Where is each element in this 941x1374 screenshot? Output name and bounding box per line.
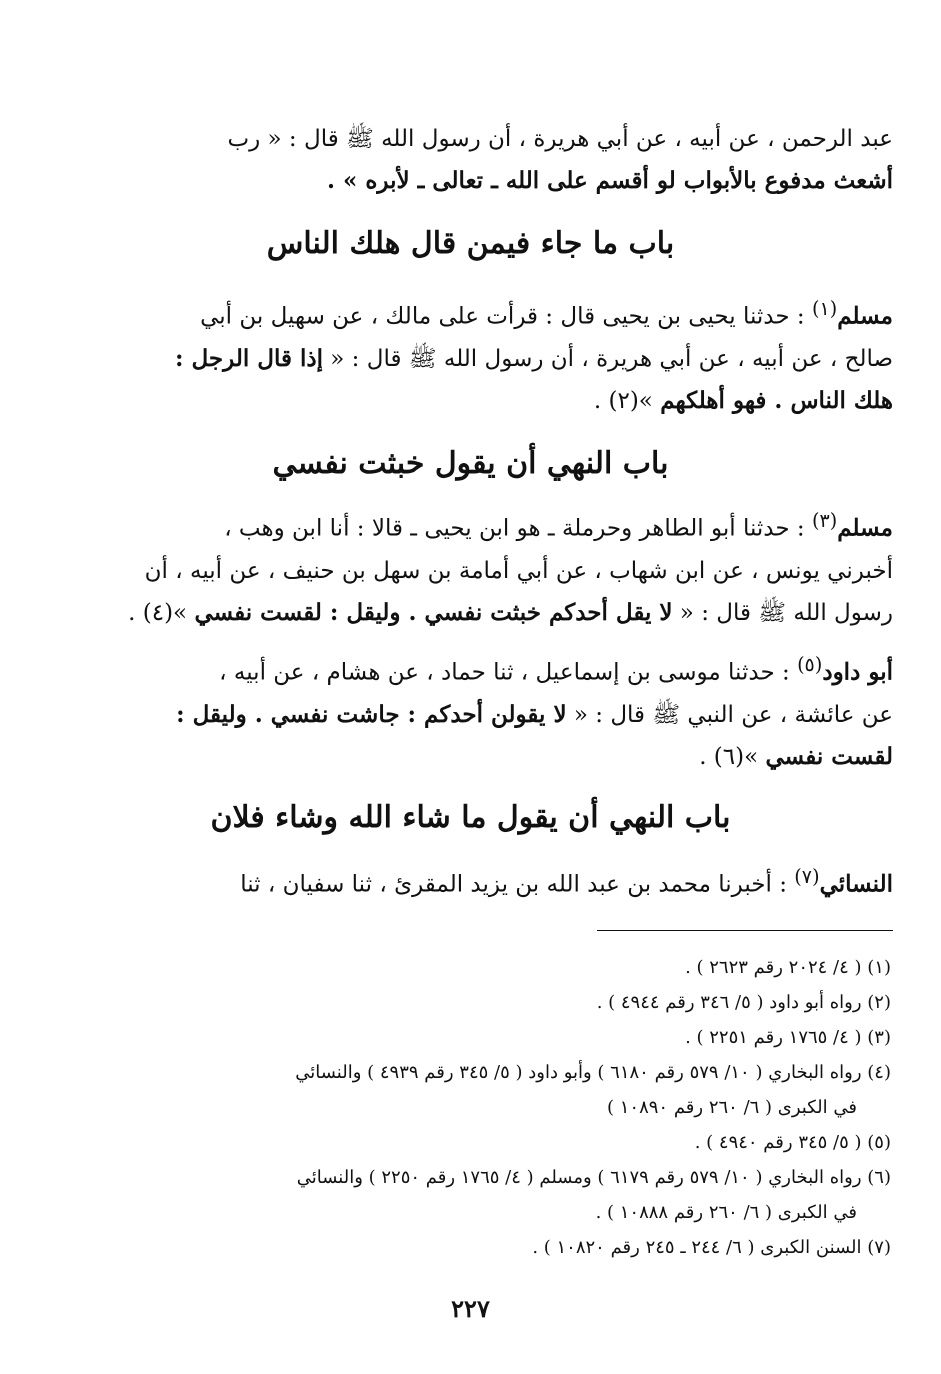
text-line: أخبرني يونس ، عن ابن شهاب ، عن أبي أمامة بن سهل بن حنيف ، عن أبيه ، أن bbox=[144, 557, 893, 584]
footnote-7: (٧) السنن الكبرى ( ٦/ ٢٤٤ ـ ٢٤٥ رقم ١٠٨٢٠ ) . bbox=[532, 1237, 891, 1258]
footnote-6-line-2: في الكبرى ( ٦/ ٢٦٠ رقم ١٠٨٨٨ ) . bbox=[595, 1202, 857, 1223]
section-heading-2: باب النهي أن يقول خبثت نفسي bbox=[272, 446, 669, 481]
footnote-1: (١) ( ٤/ ٢٠٢٤ رقم ٢٦٢٣ ) . bbox=[685, 957, 891, 978]
source-name: النسائي bbox=[819, 870, 893, 898]
footnote-2: (٢) رواه أبو داود ( ٥/ ٣٤٦ رقم ٤٩٤٤ ) . bbox=[596, 992, 891, 1013]
hadith-quote: إذا قال الرجل : bbox=[175, 344, 323, 372]
text-span: : حدثنا أبو الطاهر وحرملة ـ هو ابن يحيى ـ قالا : أنا ابن وهب ، bbox=[224, 515, 812, 542]
text-span: : أخبرنا محمد بن عبد الله بن يزيد المقرئ ، ثنا سفيان ، ثنا bbox=[240, 871, 795, 898]
text-line: عبد الرحمن ، عن أبيه ، عن أبي هريرة ، أن رسول الله ﷺ قال : « رب bbox=[227, 126, 893, 152]
footnote-4-line-2: في الكبرى ( ٦/ ٢٦٠ رقم ١٠٨٩٠ ) bbox=[607, 1097, 857, 1118]
text-span: »(٦) . bbox=[699, 743, 766, 770]
page-number: ٢٢٧ bbox=[451, 1294, 490, 1323]
section3-paragraph bbox=[48, 856, 893, 906]
text-span: »(٤) . bbox=[128, 599, 195, 626]
footnote-ref: (٧) bbox=[794, 865, 820, 888]
text-span: : حدثنا يحيى بن يحيى قال : قرأت على مالك ، عن سهيل بن أبي bbox=[200, 303, 812, 330]
hadith-quote: لا يقولن أحدكم : جاشت نفسي . وليقل : bbox=[176, 700, 567, 728]
hadith-quote: هلك الناس . فهو أهلكهم bbox=[660, 386, 893, 414]
hadith-quote: أشعث مدفوع بالأبواب لو أقسم على الله ـ تعالى ـ لأبره » . bbox=[326, 167, 893, 194]
hadith-quote: لقست نفسي bbox=[765, 742, 893, 770]
top-paragraph bbox=[48, 118, 893, 202]
footnote-ref: (١) bbox=[811, 297, 838, 320]
text-span: »(٢) . bbox=[593, 387, 661, 414]
text-span: صالح ، عن أبيه ، عن أبي هريرة ، أن رسول الله ﷺ قال : « bbox=[322, 345, 893, 372]
source-name: مسلم bbox=[837, 514, 893, 542]
text-span: عن عائشة ، عن النبي ﷺ قال : « bbox=[566, 701, 893, 728]
footnote-4 bbox=[50, 1055, 891, 1125]
footnote-divider bbox=[597, 930, 893, 931]
footnote-3: (٣) ( ٤/ ١٧٦٥ رقم ٢٢٥١ ) . bbox=[685, 1027, 891, 1048]
footnote-ref: (٣) bbox=[811, 509, 838, 532]
footnote-6-line-1: (٦) رواه البخاري ( ١٠/ ٥٧٩ رقم ٦١٧٩ ) ومسلم ( ٤/ ١٧٦٥ رقم ٢٢٥٠ ) والنسائي bbox=[296, 1167, 891, 1188]
section2-paragraph-2 bbox=[48, 644, 893, 778]
footnote-5: (٥) ( ٥/ ٣٤٥ رقم ٤٩٤٠ ) . bbox=[694, 1132, 891, 1153]
section1-paragraph bbox=[48, 288, 893, 422]
section2-paragraph-1 bbox=[48, 500, 893, 634]
text-span: رسول الله ﷺ قال : « bbox=[672, 599, 893, 626]
section-heading-3: باب النهي أن يقول ما شاء الله وشاء فلان bbox=[210, 800, 731, 835]
source-name: أبو داود bbox=[822, 658, 893, 686]
footnote-6 bbox=[50, 1160, 891, 1230]
text-span: : حدثنا موسى بن إسماعيل ، ثنا حماد ، عن هشام ، عن أبيه ، bbox=[219, 659, 798, 686]
hadith-quote: لا يقل أحدكم خبثت نفسي . وليقل : لقست نفسي bbox=[194, 598, 673, 626]
source-name: مسلم bbox=[837, 302, 893, 330]
section-heading-1: باب ما جاء فيمن قال هلك الناس bbox=[266, 226, 675, 261]
footnote-ref: (٥) bbox=[797, 653, 823, 676]
footnotes bbox=[50, 950, 891, 1265]
footnote-4-line-1: (٤) رواه البخاري ( ١٠/ ٥٧٩ رقم ٦١٨٠ ) وأبو داود ( ٥/ ٣٤٥ رقم ٤٩٣٩ ) والنسائي bbox=[295, 1062, 891, 1083]
